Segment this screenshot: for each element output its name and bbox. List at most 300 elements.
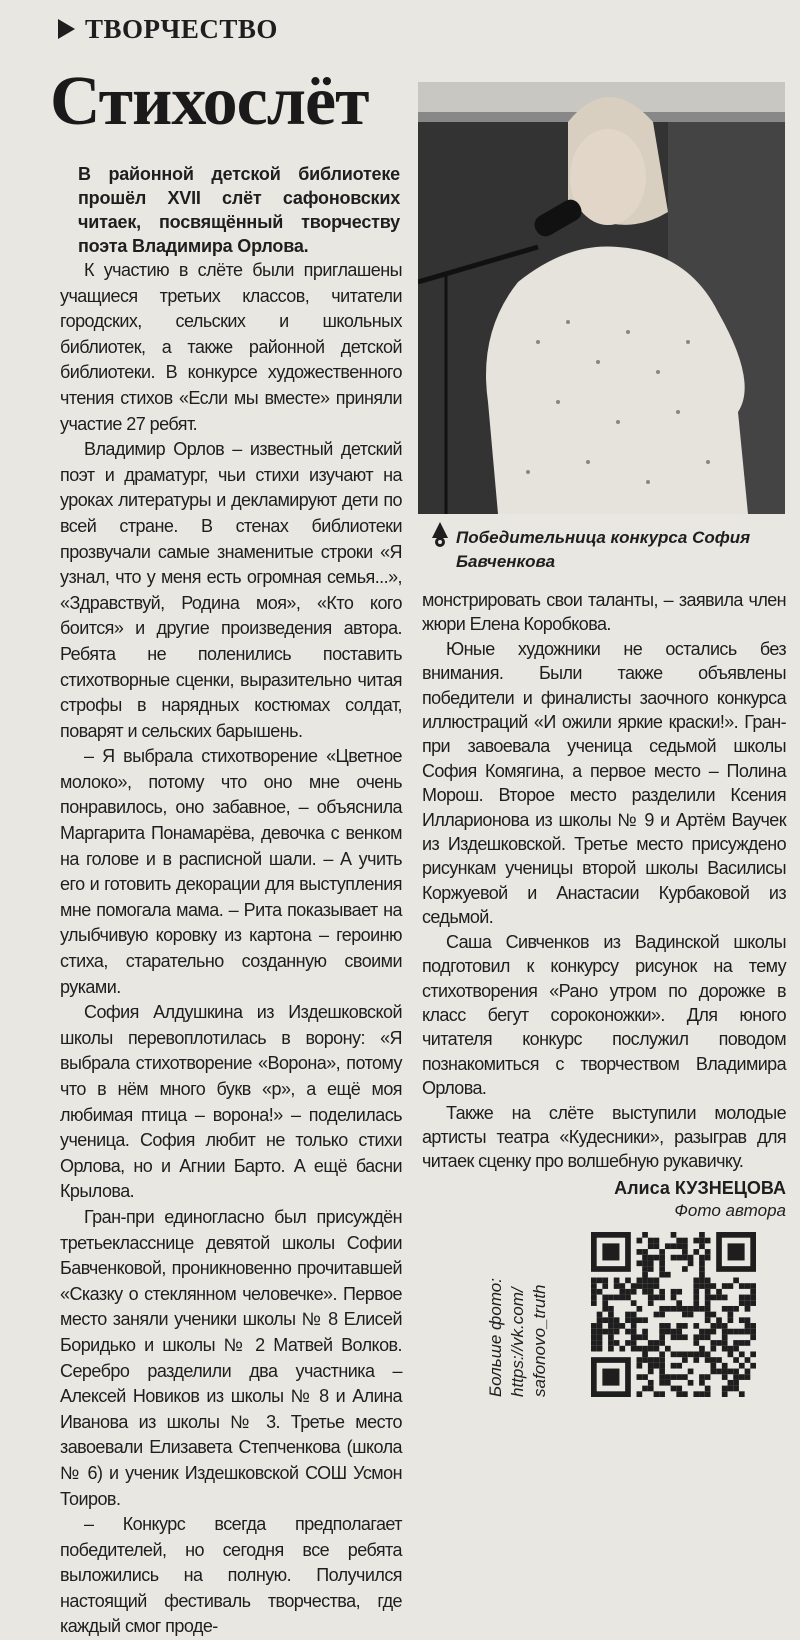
qr-module <box>722 1340 728 1346</box>
qr-module <box>750 1300 756 1306</box>
qr-module <box>682 1357 688 1363</box>
qr-module <box>608 1294 614 1300</box>
qr-module <box>739 1328 745 1334</box>
qr-module <box>648 1243 654 1249</box>
qr-module <box>699 1328 705 1334</box>
qr-module <box>699 1260 705 1266</box>
qr-module <box>597 1328 603 1334</box>
qr-module <box>682 1243 688 1249</box>
qr-module <box>676 1323 682 1329</box>
qr-module <box>722 1306 728 1312</box>
qr-module <box>659 1311 665 1317</box>
qr-module <box>710 1323 716 1329</box>
qr-module <box>631 1283 637 1289</box>
qr-module <box>659 1374 665 1380</box>
qr-module <box>682 1255 688 1261</box>
section-rubric <box>58 14 278 45</box>
qr-module <box>637 1260 643 1266</box>
qr-module <box>739 1294 745 1300</box>
qr-module <box>728 1306 734 1312</box>
qr-finder <box>602 1243 619 1260</box>
qr-module <box>659 1380 665 1386</box>
qr-module <box>693 1237 699 1243</box>
qr-module <box>745 1368 751 1374</box>
qr-module <box>728 1283 734 1289</box>
qr-module <box>728 1328 734 1334</box>
qr-finder <box>602 1368 619 1385</box>
qr-module <box>699 1306 705 1312</box>
qr-module <box>671 1294 677 1300</box>
qr-module <box>671 1363 677 1369</box>
qr-module <box>705 1283 711 1289</box>
qr-module <box>693 1277 699 1283</box>
qr-module <box>699 1232 705 1238</box>
qr-module <box>637 1357 643 1363</box>
qr-module <box>648 1266 654 1272</box>
qr-module <box>739 1374 745 1380</box>
qr-module <box>699 1380 705 1386</box>
qr-module <box>693 1391 699 1397</box>
qr-module <box>705 1237 711 1243</box>
qr-module <box>642 1334 648 1340</box>
qr-module <box>671 1374 677 1380</box>
qr-module <box>642 1317 648 1323</box>
qr-module <box>642 1249 648 1255</box>
qr-module <box>654 1283 660 1289</box>
more-photos-label: Больше фото: <box>486 1277 505 1397</box>
qr-module <box>722 1323 728 1329</box>
qr-module <box>637 1363 643 1369</box>
qr-module <box>722 1294 728 1300</box>
rubric-label: ТВОРЧЕСТВО <box>85 14 278 44</box>
qr-module <box>705 1249 711 1255</box>
paragraph: Саша Сивченков из Вадинской школы подготовил к конкурсу рисунок на тему стихотворения «Рано утром по дорожке в класс бегут сороконожки». Для юного читателя конкурс послужил поводом познакомиться с творчеством Владимира Орлова. <box>422 931 786 1099</box>
qr-module <box>654 1311 660 1317</box>
qr-module <box>671 1255 677 1261</box>
qr-module <box>750 1294 756 1300</box>
qr-module <box>659 1363 665 1369</box>
qr-module <box>608 1323 614 1329</box>
qr-module <box>631 1289 637 1295</box>
qr-module <box>745 1317 751 1323</box>
qr-module <box>654 1243 660 1249</box>
qr-module <box>642 1232 648 1238</box>
qr-module <box>676 1385 682 1391</box>
qr-module <box>642 1346 648 1352</box>
qr-module <box>716 1294 722 1300</box>
qr-module <box>705 1317 711 1323</box>
qr-module <box>699 1351 705 1357</box>
qr-module <box>705 1374 711 1380</box>
qr-module <box>597 1346 603 1352</box>
qr-module <box>699 1266 705 1272</box>
qr-module <box>733 1385 739 1391</box>
qr-module <box>693 1351 699 1357</box>
qr-module <box>722 1363 728 1369</box>
qr-module <box>631 1340 637 1346</box>
qr-module <box>676 1334 682 1340</box>
qr-module <box>688 1351 694 1357</box>
qr-module <box>745 1300 751 1306</box>
qr-module <box>699 1243 705 1249</box>
qr-module <box>710 1346 716 1352</box>
qr-module <box>688 1306 694 1312</box>
qr-module <box>602 1306 608 1312</box>
qr-module <box>659 1351 665 1357</box>
qr-module <box>716 1357 722 1363</box>
qr-module <box>728 1380 734 1386</box>
qr-module <box>682 1374 688 1380</box>
qr-module <box>710 1294 716 1300</box>
qr-module <box>699 1334 705 1340</box>
qr-module <box>739 1317 745 1323</box>
qr-module <box>665 1346 671 1352</box>
qr-module <box>642 1374 648 1380</box>
qr-block <box>422 1232 786 1397</box>
paragraph: К участию в слёте были приглашены учащиеся третьих классов, читатели городских, сельских и школьных библиотек, а также районной детской библиотеки. В конкурсе художественного чтения стихов «Если мы вместе» приняли участие 27 ребят. <box>60 260 402 434</box>
qr-module <box>710 1368 716 1374</box>
right-column <box>422 588 786 1397</box>
qr-module <box>625 1277 631 1283</box>
qr-module <box>597 1334 603 1340</box>
qr-module <box>637 1374 643 1380</box>
qr-module <box>659 1272 665 1278</box>
qr-module <box>619 1323 625 1329</box>
qr-module <box>745 1283 751 1289</box>
qr-module <box>710 1363 716 1369</box>
qr-module <box>614 1328 620 1334</box>
paragraph: Гран-при единогласно был присуждён третьекласснице девятой школы Софии Бавченковой, проникновенно прочитавшей «Сказку о стеклянном человечке». Первое место заняли ученики школы № 8 Елисей Боридько и школы № 2 Матвей Волков. Серебро разделили два участника – Алексей Новиков из школы № 8 и Алина Иванова из школы № 3. Третье место завоевали Елизавета Степченкова (школа № 6) и ученик Издешковской СОШ Усмон Тоиров. <box>60 1206 402 1509</box>
left-column <box>60 258 402 1640</box>
qr-module <box>631 1334 637 1340</box>
qr-module <box>625 1328 631 1334</box>
qr-module <box>608 1317 614 1323</box>
qr-module <box>676 1300 682 1306</box>
qr-module <box>739 1391 745 1397</box>
qr-module <box>602 1317 608 1323</box>
qr-module <box>648 1300 654 1306</box>
qr-module <box>642 1357 648 1363</box>
qr-module <box>631 1328 637 1334</box>
qr-module <box>733 1368 739 1374</box>
qr-module <box>671 1334 677 1340</box>
qr-module <box>682 1266 688 1272</box>
qr-module <box>722 1334 728 1340</box>
qr-module <box>739 1283 745 1289</box>
qr-module <box>705 1351 711 1357</box>
qr-module <box>693 1294 699 1300</box>
qr-module <box>597 1311 603 1317</box>
qr-module <box>659 1249 665 1255</box>
qr-module <box>682 1249 688 1255</box>
qr-module <box>699 1283 705 1289</box>
qr-module <box>671 1243 677 1249</box>
qr-module <box>619 1289 625 1295</box>
qr-module <box>665 1380 671 1386</box>
qr-module <box>705 1334 711 1340</box>
more-photos-link[interactable]: https://vk.com/ <box>508 1287 527 1397</box>
qr-module <box>710 1357 716 1363</box>
qr-module <box>659 1391 665 1397</box>
qr-module <box>733 1357 739 1363</box>
qr-module <box>597 1340 603 1346</box>
qr-module <box>733 1340 739 1346</box>
qr-module <box>591 1283 597 1289</box>
qr-module <box>750 1363 756 1369</box>
qr-module <box>665 1272 671 1278</box>
qr-module <box>591 1294 597 1300</box>
qr-module <box>659 1255 665 1261</box>
qr-module <box>648 1237 654 1243</box>
qr-module <box>602 1283 608 1289</box>
qr-module <box>676 1328 682 1334</box>
qr-module <box>648 1368 654 1374</box>
qr-module <box>642 1272 648 1278</box>
qr-module <box>648 1260 654 1266</box>
qr-module <box>642 1266 648 1272</box>
qr-module <box>705 1294 711 1300</box>
qr-module <box>659 1260 665 1266</box>
qr-module <box>728 1385 734 1391</box>
qr-module <box>693 1334 699 1340</box>
qr-module <box>659 1294 665 1300</box>
qr-module <box>637 1317 643 1323</box>
qr-module <box>631 1323 637 1329</box>
qr-module <box>688 1255 694 1261</box>
qr-module <box>654 1346 660 1352</box>
qr-module <box>648 1357 654 1363</box>
qr-module <box>728 1311 734 1317</box>
qr-module <box>654 1237 660 1243</box>
qr-module <box>682 1351 688 1357</box>
qr-module <box>659 1306 665 1312</box>
qr-module <box>733 1277 739 1283</box>
qr-module <box>614 1277 620 1283</box>
qr-module <box>676 1306 682 1312</box>
qr-module <box>591 1277 597 1283</box>
qr-module <box>659 1340 665 1346</box>
qr-module <box>750 1328 756 1334</box>
qr-module <box>637 1346 643 1352</box>
qr-module <box>750 1334 756 1340</box>
qr-module <box>722 1346 728 1352</box>
qr-module <box>688 1380 694 1386</box>
article-title: Стихослёт <box>50 63 369 140</box>
qr-module <box>693 1289 699 1295</box>
qr-module <box>637 1237 643 1243</box>
paragraph: – Конкурс всегда предполагает победителей, но сегодня все ребята выложились на полную. Получился настоящий фестиваль творчества, где каждый смог проде- <box>60 1514 402 1637</box>
paragraph: Также на слёте выступили молодые артисты театра «Кудесники», разыграв для читаек сценку про волшебную рукавичку. <box>422 1102 786 1172</box>
qr-module <box>722 1374 728 1380</box>
qr-module <box>654 1294 660 1300</box>
qr-module <box>614 1323 620 1329</box>
qr-module <box>733 1380 739 1386</box>
qr-module <box>642 1260 648 1266</box>
qr-module <box>693 1283 699 1289</box>
qr-module <box>745 1374 751 1380</box>
qr-module <box>602 1300 608 1306</box>
qr-module <box>699 1346 705 1352</box>
qr-module <box>648 1346 654 1352</box>
qr-module <box>648 1283 654 1289</box>
qr-module <box>642 1385 648 1391</box>
qr-module <box>648 1255 654 1261</box>
qr-module <box>682 1237 688 1243</box>
qr-module <box>671 1289 677 1295</box>
qr-module <box>693 1357 699 1363</box>
qr-module <box>739 1351 745 1357</box>
qr-module <box>637 1277 643 1283</box>
qr-module <box>659 1357 665 1363</box>
qr-module <box>619 1346 625 1352</box>
article-lead: В районной детской библиотеке прошёл XVII слёт сафоновских читаек, посвящённый творчеству поэта Владимира Орлова. <box>78 164 400 256</box>
photo-credit: Фото автора <box>674 1200 786 1220</box>
qr-module <box>597 1289 603 1295</box>
qr-module <box>682 1323 688 1329</box>
qr-finder <box>728 1243 745 1260</box>
more-photos-note <box>485 1278 551 1397</box>
article-photo <box>418 82 785 514</box>
qr-module <box>648 1277 654 1283</box>
qr-module <box>619 1294 625 1300</box>
qr-module <box>671 1351 677 1357</box>
qr-module <box>705 1391 711 1397</box>
qr-module <box>745 1306 751 1312</box>
qr-module <box>631 1311 637 1317</box>
qr-module <box>654 1363 660 1369</box>
qr-module <box>676 1289 682 1295</box>
qr-module <box>648 1363 654 1369</box>
paragraph: – Я выбрала стихотворение «Цветное молоко», потому что оно мне очень понравилось, оно забавное, – объяснила Маргарита Понамарёва, девочка с венком на голове и в расписной шали. – А учить его и готовить декорации для выступления мне помогала мама. – Рита показывает на улыбчивую коровку из картона – героиню стиха, старательно созданную своими руками. <box>60 746 402 997</box>
qr-module <box>654 1357 660 1363</box>
qr-module <box>745 1357 751 1363</box>
qr-module <box>682 1334 688 1340</box>
qr-module <box>654 1340 660 1346</box>
qr-module <box>602 1328 608 1334</box>
qr-module <box>648 1289 654 1295</box>
qr-module <box>750 1323 756 1329</box>
qr-module <box>705 1255 711 1261</box>
qr-module <box>682 1306 688 1312</box>
qr-module <box>648 1385 654 1391</box>
qr-module <box>591 1334 597 1340</box>
qr-module <box>671 1232 677 1238</box>
qr-module <box>693 1300 699 1306</box>
qr-module <box>648 1294 654 1300</box>
author-signature: Алиса КУЗНЕЦОВА <box>614 1177 786 1198</box>
qr-module <box>631 1317 637 1323</box>
qr-module <box>671 1328 677 1334</box>
qr-module <box>699 1255 705 1261</box>
qr-module <box>665 1323 671 1329</box>
qr-module <box>591 1323 597 1329</box>
qr-module <box>631 1300 637 1306</box>
qr-module <box>693 1306 699 1312</box>
qr-module <box>745 1323 751 1329</box>
qr-module <box>716 1368 722 1374</box>
qr-module <box>625 1311 631 1317</box>
qr-module <box>591 1289 597 1295</box>
qr-module <box>625 1340 631 1346</box>
qr-module <box>597 1323 603 1329</box>
qr-module <box>676 1255 682 1261</box>
qr-module <box>648 1380 654 1386</box>
qr-module <box>699 1272 705 1278</box>
triangle-marker-icon <box>58 19 75 39</box>
qr-module <box>648 1340 654 1346</box>
qr-module <box>591 1340 597 1346</box>
qr-module <box>654 1391 660 1397</box>
qr-module <box>739 1300 745 1306</box>
qr-module <box>716 1317 722 1323</box>
qr-module <box>688 1260 694 1266</box>
qr-module <box>637 1391 643 1397</box>
qr-module <box>642 1351 648 1357</box>
qr-module <box>659 1328 665 1334</box>
qr-module <box>608 1340 614 1346</box>
qr-module <box>642 1277 648 1283</box>
qr-module <box>642 1289 648 1295</box>
qr-module <box>705 1311 711 1317</box>
qr-module <box>614 1340 620 1346</box>
qr-module <box>608 1334 614 1340</box>
qr-module <box>699 1374 705 1380</box>
qr-module <box>614 1294 620 1300</box>
qr-code[interactable] <box>591 1232 756 1397</box>
qr-module <box>625 1317 631 1323</box>
qr-module <box>739 1340 745 1346</box>
qr-module <box>716 1323 722 1329</box>
qr-module <box>705 1328 711 1334</box>
paragraph: монстрировать свои таланты, – заявила член жюри Елена Коробкова. <box>422 590 786 635</box>
qr-module <box>614 1317 620 1323</box>
qr-module <box>693 1249 699 1255</box>
qr-module <box>710 1340 716 1346</box>
qr-module <box>705 1277 711 1283</box>
qr-module <box>591 1346 597 1352</box>
qr-module <box>733 1328 739 1334</box>
qr-module <box>722 1283 728 1289</box>
qr-module <box>699 1391 705 1397</box>
qr-module <box>676 1374 682 1380</box>
qr-module <box>659 1368 665 1374</box>
photo-camera-icon <box>430 522 450 548</box>
qr-module <box>750 1351 756 1357</box>
qr-module <box>693 1323 699 1329</box>
qr-module <box>619 1283 625 1289</box>
qr-module <box>659 1289 665 1295</box>
qr-module <box>602 1294 608 1300</box>
qr-module <box>728 1317 734 1323</box>
qr-module <box>671 1306 677 1312</box>
qr-module <box>750 1283 756 1289</box>
qr-module <box>591 1300 597 1306</box>
qr-module <box>608 1346 614 1352</box>
qr-module <box>710 1283 716 1289</box>
more-photos-link-path[interactable]: safonovo_truth <box>530 1284 549 1397</box>
qr-module <box>682 1311 688 1317</box>
qr-module <box>722 1328 728 1334</box>
qr-module <box>659 1323 665 1329</box>
qr-module <box>665 1374 671 1380</box>
qr-module <box>705 1357 711 1363</box>
qr-module <box>722 1368 728 1374</box>
qr-module <box>705 1306 711 1312</box>
paragraph: Юные художники не остались без внимания. Были также объявлены победители и финалисты заочного конкурса иллюстраций «И ожили яркие краски!». Гран-при завоевала ученица седьмой школы София Комягина, а первое место – Полина Морош. Второе место разделили Ксения Илларионова из школы № 9 и Артём Ваучек из Издешковской. Третье место присуждено рисункам ученицы второй школы Василисы Коржуевой и Анастасии Курбаковой из седьмой. <box>422 638 786 928</box>
paragraph: Владимир Орлов – известный детский поэт и драматург, чьи стихи изучают на уроках литературы и декламируют дети по всей стране. В стенах библиотеки прозвучали самые знаменитые строки «Я узнал, что у меня есть огромная семья...», «Здравствуй, Родина моя», «Кто кого боится» и другие произведения автора. Ребята не поленились поставить стихотворные сценки, выразительно читая строфы в нарядных костюмах солдат, поварят и сельских барышень. <box>60 439 402 741</box>
qr-module <box>665 1306 671 1312</box>
qr-module <box>728 1351 734 1357</box>
